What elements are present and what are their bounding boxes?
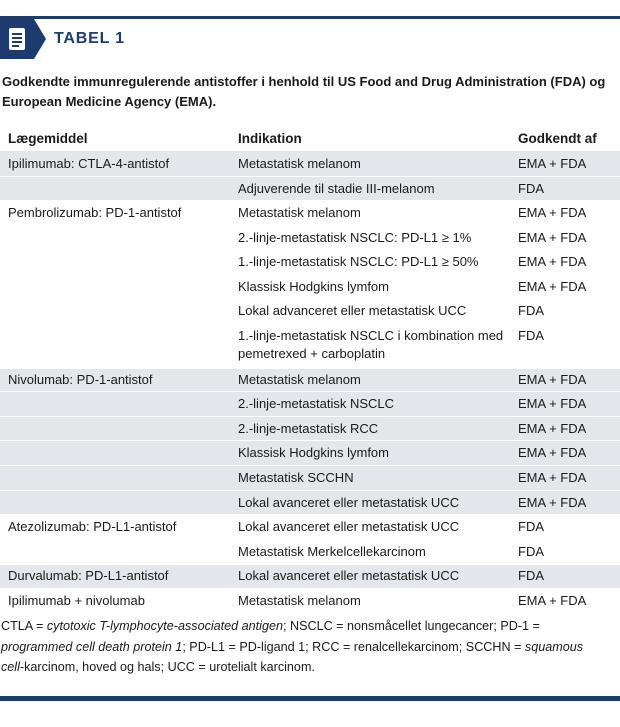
table-row	[0, 200, 620, 225]
footnote-segment: ; NSCLC = nonsmåcellet lungecancer; PD-1 =	[283, 619, 540, 633]
row-separator	[0, 298, 620, 299]
row-separator	[0, 440, 620, 441]
approved-by-cell: EMA + FDA	[518, 254, 587, 270]
indication-cell: Metastatisk melanom	[238, 156, 361, 171]
column-header-drug: Lægemiddel	[8, 131, 88, 146]
table-row	[0, 367, 620, 392]
column-header-indication: Indikation	[238, 131, 302, 146]
table-body	[0, 151, 620, 612]
row-separator	[0, 416, 620, 417]
footnote-segment: -karcinom, hoved og hals; UCC = urotelialt karcinom.	[19, 660, 315, 674]
row-separator	[0, 490, 620, 491]
row-separator	[0, 391, 620, 392]
footnote-segment: ; PD-L1 = PD-ligand 1; RCC = renalcellekarcinom; SCCHN =	[182, 639, 525, 654]
approved-by-cell: EMA + FDA	[518, 371, 587, 387]
row-separator	[0, 465, 620, 466]
approved-by-cell: EMA + FDA	[518, 205, 587, 221]
indication-cell: 2.-linje-metastatisk NSCLC: PD-L1 ≥ 1%	[238, 229, 472, 245]
indication-cell: Metastatisk melanom	[238, 205, 361, 221]
table-row	[0, 391, 620, 416]
indication-cell: Lokal avanceret eller metastatisk UCC	[238, 494, 460, 510]
row-separator	[0, 176, 620, 177]
approved-by-cell: EMA + FDA	[518, 396, 587, 412]
approved-by-cell: FDA	[518, 568, 544, 584]
approved-by-cell: EMA + FDA	[518, 470, 587, 486]
table-row	[0, 151, 620, 176]
drug-cell: Pembrolizumab: PD-1-antistof	[8, 205, 182, 221]
indication-cell: Metastatisk SCCHN	[238, 470, 354, 486]
indication-cell: Metastatisk melanom	[238, 592, 361, 608]
group-separator	[0, 514, 620, 516]
approved-by-cell: EMA + FDA	[518, 229, 587, 245]
approved-by-cell: EMA + FDA	[518, 494, 587, 510]
table-row	[0, 416, 620, 441]
table-row	[0, 323, 620, 367]
table-row	[0, 465, 620, 490]
drug-cell: Atezolizumab: PD-L1-antistof	[8, 519, 177, 535]
approved-by-cell: FDA	[518, 180, 544, 196]
row-separator	[0, 249, 620, 250]
approved-by-cell: EMA + FDA	[518, 278, 587, 294]
row-separator	[0, 225, 620, 226]
table-row	[0, 514, 620, 539]
row-separator	[0, 323, 620, 324]
approved-by-cell: EMA + FDA	[518, 592, 587, 608]
row-separator	[0, 539, 620, 540]
indication-cell: Metastatisk Merkelcellekarcinom	[238, 543, 426, 559]
indication-cell: Lokal advanceret eller metastatisk UCC	[238, 303, 467, 319]
approved-by-cell: EMA + FDA	[518, 420, 587, 436]
indication-cell: 1.-linje-metastatisk NSCLC i kombination med pemetrexed + carboplatin	[238, 327, 504, 362]
approved-by-cell: FDA	[518, 327, 544, 343]
document-list-icon	[0, 19, 34, 59]
group-separator	[0, 588, 620, 590]
indication-cell: Lokal avanceret eller metastatisk UCC	[238, 568, 460, 584]
indication-cell: Klassisk Hodgkins lymfom	[238, 445, 389, 461]
table-row	[0, 490, 620, 515]
table-row	[0, 176, 620, 201]
table-row	[0, 298, 620, 323]
drug-cell: Ipilimumab: CTLA-4-antistof	[8, 156, 170, 171]
footnote-segment: programmed cell death protein 1	[1, 639, 183, 654]
indication-cell: Klassisk Hodgkins lymfom	[238, 278, 389, 294]
approved-by-cell: FDA	[518, 303, 544, 319]
row-separator	[0, 274, 620, 275]
drug-cell: Ipilimumab + nivolumab	[8, 592, 145, 608]
table-row	[0, 249, 620, 274]
group-separator	[0, 563, 620, 565]
table-caption: Godkendte immunregulerende antistoffer i henhold til US Food and Drug Administration (FDA) og European Medicine Agency (EMA).	[2, 74, 606, 109]
indication-cell: Adjuverende til stadie III-melanom	[238, 180, 435, 196]
indication-cell: 2.-linje-metastatisk NSCLC	[238, 396, 395, 412]
approved-by-cell: FDA	[518, 543, 544, 559]
table-row	[0, 274, 620, 299]
indication-cell: 1.-linje-metastatisk NSCLC: PD-L1 ≥ 50%	[238, 254, 479, 270]
indication-cell: Metastatisk melanom	[238, 371, 361, 387]
footnote-segment: squamous cell	[1, 639, 584, 674]
table-row	[0, 225, 620, 250]
column-header-approved: Godkendt af	[518, 131, 597, 146]
table-row	[0, 563, 620, 588]
table-column-headers	[0, 128, 620, 150]
footnote-segment: cytotoxic T-lymphocyte-associated antigen	[46, 619, 283, 633]
table-row	[0, 440, 620, 465]
bottom-rule	[0, 696, 620, 701]
indication-cell: 2.-linje-metastatisk RCC	[238, 420, 379, 436]
drug-cell: Durvalumab: PD-L1-antistof	[8, 568, 169, 584]
table-header	[0, 19, 620, 63]
approved-by-cell: FDA	[518, 519, 544, 535]
table-footnote	[1, 616, 609, 678]
approved-by-cell: EMA + FDA	[518, 445, 587, 461]
indication-cell: Lokal avanceret eller metastatisk UCC	[238, 519, 460, 535]
approved-by-cell: EMA + FDA	[518, 156, 587, 171]
footnote-segment: CTLA =	[1, 619, 47, 633]
group-separator	[0, 200, 620, 202]
group-separator	[0, 367, 620, 369]
table-row	[0, 588, 620, 613]
drug-cell: Nivolumab: PD-1-antistof	[8, 371, 153, 387]
table-title: TABEL 1	[54, 30, 125, 47]
table-row	[0, 539, 620, 564]
